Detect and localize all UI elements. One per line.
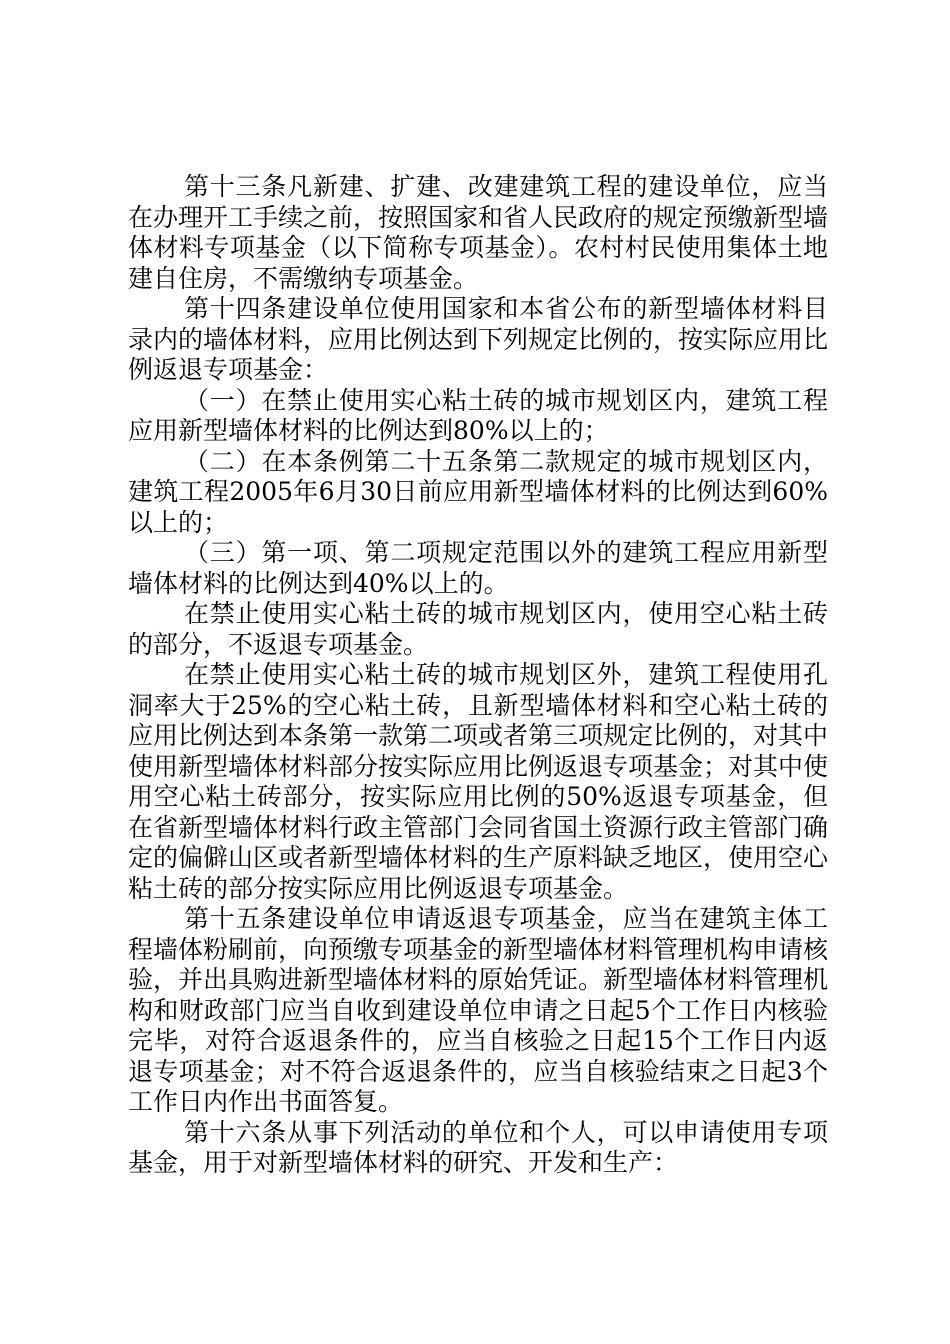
article-14-clause-3: 在禁止使用实心粘土砖的城市规划区外，建筑工程使用孔洞率大于25%的空心粘土砖，且新型墙体材料和空心粘土砖的应用比例达到本条第一款第二项或者第三项规定比例的，对其中使用新型墙体材料部分按实际应用比例返退专项基金；对其中使用空心粘土砖部分，按实际应用比例的50%返退专项基金，但在省新型墙体材料行政主管部门会同省国土资源行政主管部门确定的偏僻山区或者新型墙体材料的生产原料缺乏地区，使用空心粘土砖的部分按实际应用比例返退专项基金。 xyxy=(128,660,829,903)
article-16-paragraph: 第十六条从事下列活动的单位和个人，可以申请使用专项基金，用于对新型墙体材料的研究、开发和生产： xyxy=(128,1117,828,1177)
article-14-paragraph: 第十四条建设单位使用国家和本省公布的新型墙体材料目录内的墙体材料，应用比例达到下列规定比例的，按实际应用比例返退专项基金： xyxy=(128,294,829,384)
article-14-item-2: （二）在本条例第二十五条第二款规定的城市规划区内，建筑工程2005年6月30日前应用新型墙体材料的比例达到60%以上的； xyxy=(128,446,828,537)
article-14-item-1: （一）在禁止使用实心粘土砖的城市规划区内，建筑工程应用新型墙体材料的比例达到80%以上的； xyxy=(128,385,828,445)
article-14-item-3: （三）第一项、第二项规定范围以外的建筑工程应用新型墙体材料的比例达到40%以上的。 xyxy=(128,538,828,598)
article-15-paragraph: 第十五条建设单位申请返退专项基金，应当在建筑主体工程墙体粉刷前，向预缴专项基金的新型墙体材料管理机构申请核验，并出具购进新型墙体材料的原始凭证。新型墙体材料管理机构和财政部门应当自收到建设单位申请之日起5个工作日内核验完毕，对符合返退条件的，应当自核验之日起15个工作日内返退专项基金；对不符合返退条件的，应当自核验结束之日起3个工作日内作出书面答复。 xyxy=(128,904,829,1116)
article-14-clause-2: 在禁止使用实心粘土砖的城市规划区内，使用空心粘土砖的部分，不返退专项基金。 xyxy=(128,599,828,659)
article-13-paragraph: 第十三条凡新建、扩建、改建建筑工程的建设单位，应当在办理开工手续之前，按照国家和省人民政府的规定预缴新型墙体材料专项基金（以下简称专项基金）。农村村民使用集体土地建自住房，不需缴纳专项基金。 xyxy=(128,172,829,293)
document-body xyxy=(128,172,828,1179)
